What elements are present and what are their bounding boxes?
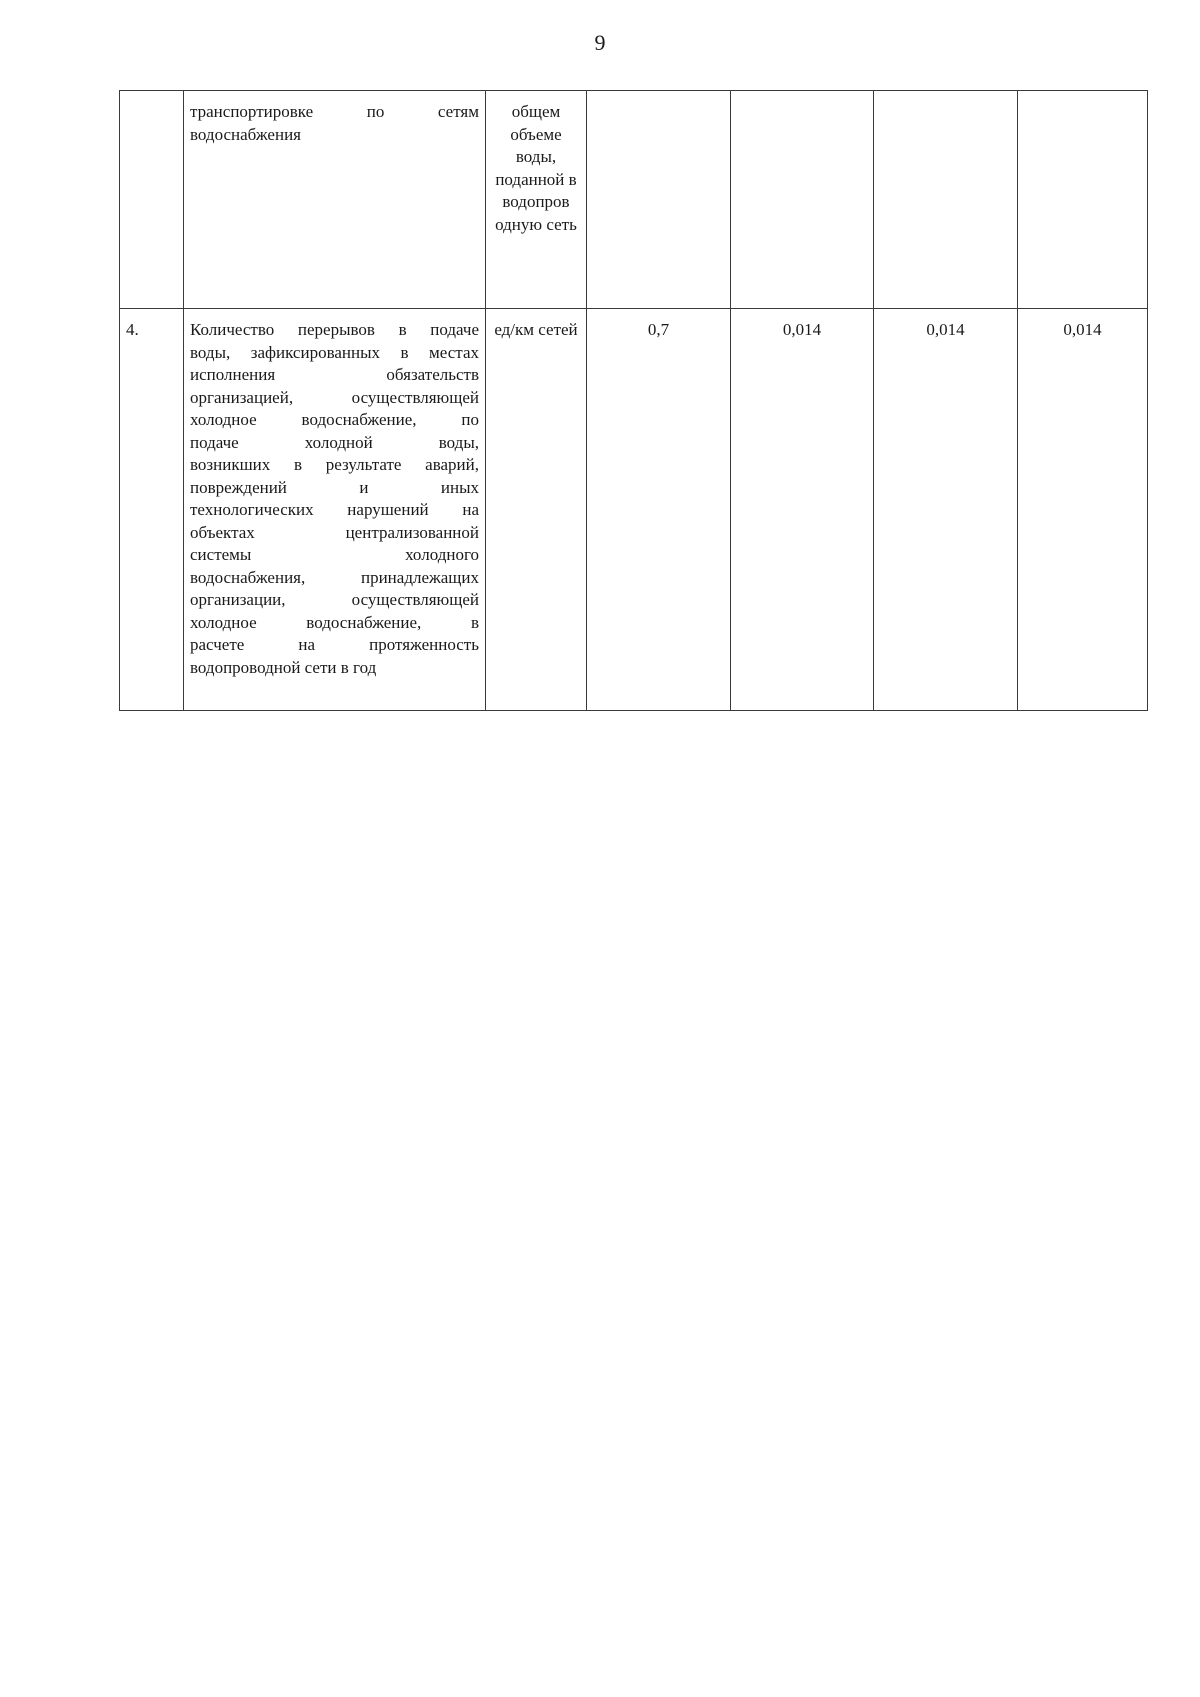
- unit-cell: [486, 309, 587, 711]
- indicator-name-line: исполнения обязательств: [190, 365, 479, 384]
- indicator-name-line: водопроводной сети в год: [190, 657, 377, 677]
- table-row-4: [120, 309, 1148, 711]
- page-number: 9: [594, 30, 606, 55]
- indicator-name-line: холодное водоснабжение, по: [190, 410, 479, 429]
- table-row-continued: [120, 91, 1148, 309]
- indicator-name-line: организацией, осуществляющей: [190, 387, 479, 407]
- indicator-name-line: расчете на протяженность: [190, 635, 479, 654]
- value-cell-2: [731, 91, 874, 309]
- indicator-name-line: системы холодного: [190, 545, 479, 564]
- indicator-name-line: воды, зафиксированных в местах: [190, 342, 479, 362]
- indicator-name-line: холодное водоснабжение, в: [190, 612, 479, 632]
- unit-text: ед/км сетей: [494, 320, 578, 339]
- indicator-name-line: водоснабжения: [190, 124, 301, 144]
- indicator-name-line: возникших в результате аварий,: [190, 455, 479, 474]
- indicator-name-line: технологических нарушений на: [190, 500, 479, 519]
- value-cell-2: 0,014: [731, 309, 874, 711]
- value-cell-4: [1018, 91, 1148, 309]
- row-number-cell: 4.: [120, 309, 184, 711]
- indicator-name-line: подаче холодной воды,: [190, 432, 479, 452]
- indicator-name-line: организации, осуществляющей: [190, 590, 479, 609]
- row-number-cell: [120, 91, 184, 309]
- indicator-name-line: Количество перерывов в подаче: [190, 320, 479, 339]
- value-cell-1: 0,7: [587, 309, 731, 711]
- unit-text: общем объеме воды, поданной в водопров одную сеть: [495, 102, 577, 234]
- value-cell-3: [874, 91, 1018, 309]
- indicator-name-line: транспортировке по сетям: [190, 102, 479, 121]
- value-cell-3: 0,014: [874, 309, 1018, 711]
- indicator-name-cell: [184, 309, 486, 711]
- unit-cell: [486, 91, 587, 309]
- indicator-name-cell: [184, 91, 486, 309]
- indicators-table: [119, 90, 1148, 711]
- value-cell-4: 0,014: [1018, 309, 1148, 711]
- indicator-name-line: водоснабжения, принадлежащих: [190, 567, 479, 587]
- indicator-name-line: объектах централизованной: [190, 522, 479, 542]
- indicator-name-line: повреждений и иных: [190, 477, 479, 497]
- value-cell-1: [587, 91, 731, 309]
